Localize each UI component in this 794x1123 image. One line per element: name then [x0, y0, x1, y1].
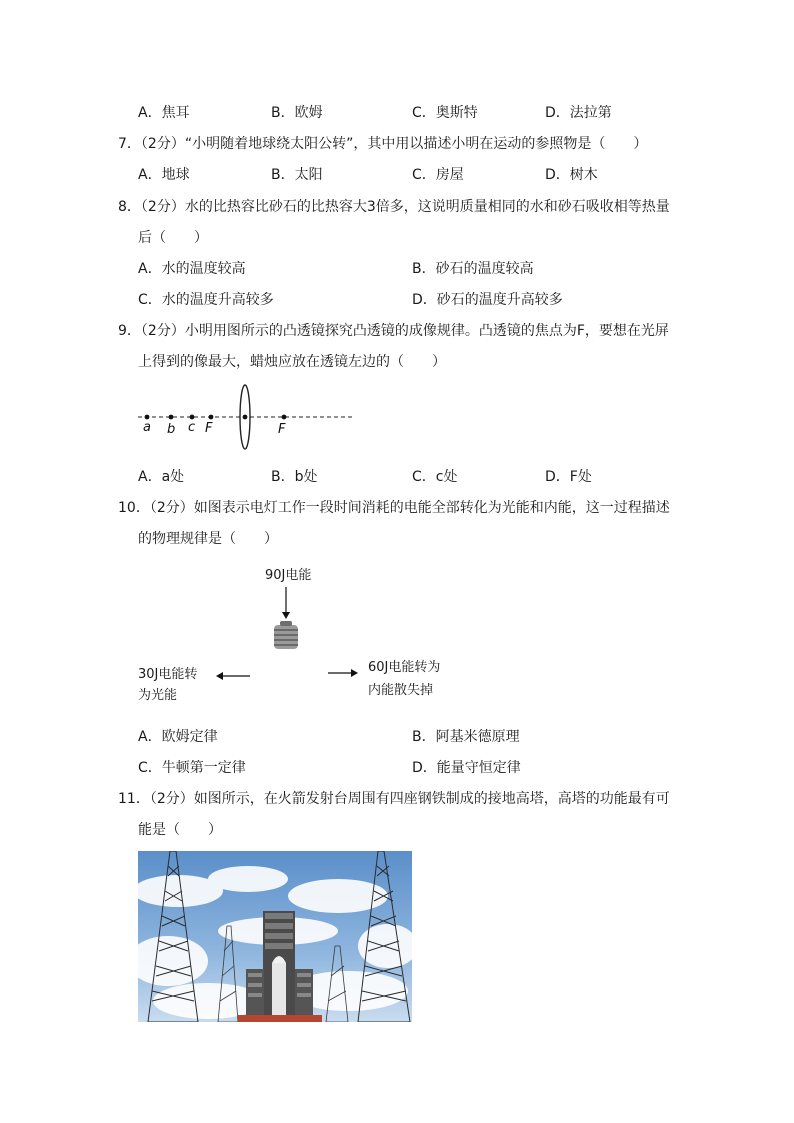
launch-pad	[238, 1015, 322, 1022]
q7-option-c: C．房屋	[412, 167, 464, 183]
q10-option-d: D．能量守恒定律	[412, 760, 521, 776]
q11-stem-line2: 能是（ ）	[138, 822, 222, 838]
q7-stem: 7．（2分）“小明随着地球绕太阳公转”，其中用以描述小明在运动的参照物是（ ）	[118, 136, 648, 152]
arrow-down-icon	[282, 612, 290, 619]
q6-option-b: B．欧姆	[271, 105, 323, 121]
label-c: c	[188, 420, 196, 435]
light-energy-label-line2: 为光能	[138, 688, 178, 703]
q9-option-a: A．a处	[138, 469, 185, 485]
q8-stem-line2: 后（ ）	[138, 230, 208, 246]
q7-option-a: A．地球	[138, 167, 190, 183]
q8-option-c: C．水的温度升高较多	[138, 292, 274, 308]
q8-option-d: D．砂石的温度升高较多	[412, 292, 563, 308]
label-b: b	[167, 422, 176, 437]
point-f-left	[209, 415, 214, 420]
q6-option-c: C．奥斯特	[412, 105, 478, 121]
q6-option-a: A．焦耳	[138, 105, 190, 121]
q9-option-b: B．b处	[271, 469, 318, 485]
q7-option-d: D．树木	[545, 167, 598, 183]
arrow-right-icon	[351, 669, 358, 677]
point-b	[169, 415, 174, 420]
q8-option-b: B．砂石的温度较高	[412, 261, 534, 277]
q9-stem-line2: 上得到的像最大，蜡烛应放在透镜左边的（ ）	[138, 354, 446, 370]
point-c	[190, 415, 195, 420]
q9-stem-line1: 9．（2分）小明用图所示的凸透镜探究凸透镜的成像规律。凸透镜的焦点为F，要想在光屏	[118, 323, 669, 339]
point-f-right	[282, 415, 287, 420]
energy-input-label: 90J电能	[265, 568, 312, 583]
light-energy-label-line1: 30J电能转	[138, 667, 198, 682]
label-f-right: F	[278, 422, 286, 437]
q9-lens-figure	[130, 380, 360, 460]
rocket-launch-photo	[138, 851, 412, 1022]
lens-center	[243, 415, 248, 420]
q9-option-c: C．c处	[412, 469, 458, 485]
point-a	[145, 415, 150, 420]
q7-option-b: B．太阳	[271, 167, 323, 183]
q10-option-b: B．阿基米德原理	[412, 729, 520, 745]
q11-stem-line1: 11．（2分）如图所示，在火箭发射台周围有四座钢铁制成的接地高塔，高塔的功能最有可	[118, 791, 670, 807]
q10-stem-line2: 的物理规律是（ ）	[138, 531, 278, 547]
q6-option-d: D．法拉第	[545, 105, 612, 121]
rocket	[272, 956, 286, 1018]
arrow-left-icon	[216, 672, 223, 680]
q10-option-a: A．欧姆定律	[138, 729, 218, 745]
light-bulb-icon	[274, 621, 298, 649]
q10-option-c: C．牛顿第一定律	[138, 760, 246, 776]
q10-energy-figure	[200, 585, 380, 695]
label-f-left: F	[205, 421, 213, 436]
q10-stem-line1: 10．（2分）如图表示电灯工作一段时间消耗的电能全部转化为光能和内能，这一过程描述	[118, 500, 670, 516]
heat-energy-label-line2: 内能散失掉	[368, 683, 434, 698]
q9-option-d: D．F处	[545, 469, 592, 485]
q8-option-a: A．水的温度较高	[138, 261, 246, 277]
label-a: a	[143, 420, 151, 435]
heat-energy-label-line1: 60J电能转为	[368, 660, 441, 675]
q8-stem-line1: 8．（2分）水的比热容比砂石的比热容大3倍多，这说明质量相同的水和砂石吸收相等热量	[118, 199, 670, 215]
